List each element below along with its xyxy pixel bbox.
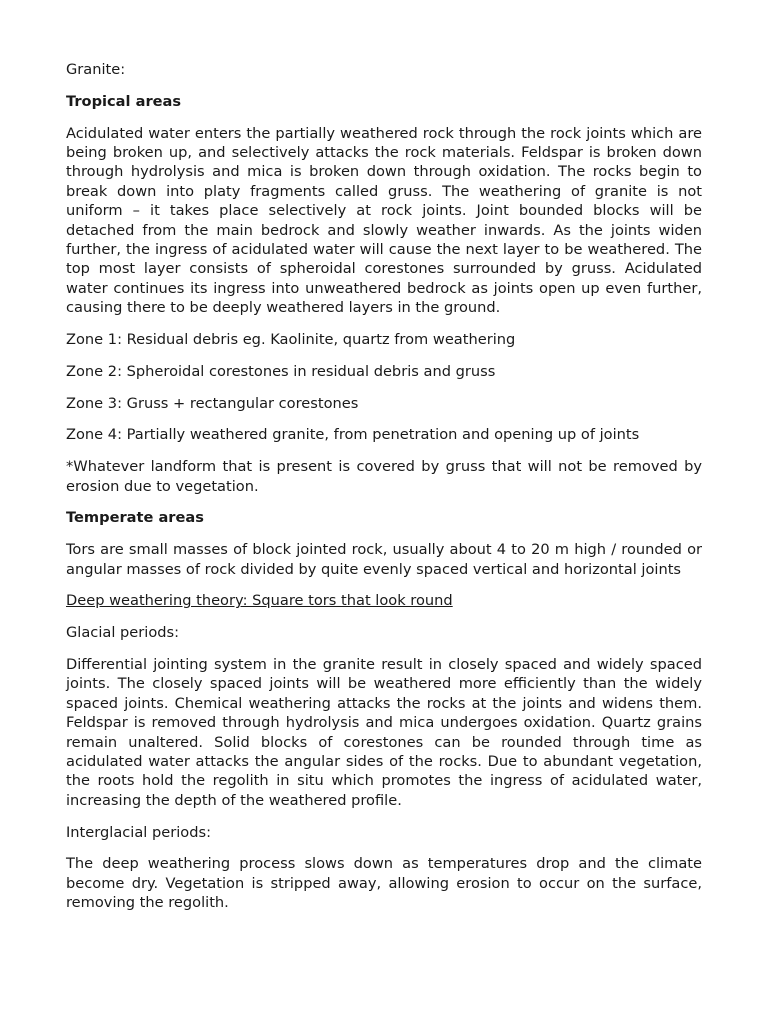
zone-item: Zone 4: Partially weathered granite, from penetration and opening up of joints xyxy=(66,426,640,444)
interglacial-label: Interglacial periods: xyxy=(66,823,211,841)
glacial-label: Glacial periods: xyxy=(66,624,180,642)
section-heading-tropical: Tropical areas xyxy=(66,92,182,110)
interglacial-paragraph: The deep weathering process slows down as temperatures drop and the climate become dry. Vegetation is stripped away, allowing erosion to occur on the surface, removing the regolith. xyxy=(66,855,702,912)
document-page xyxy=(66,60,702,925)
zone-item: Zone 1: Residual debris eg. Kaolinite, quartz from weathering xyxy=(66,331,516,349)
zone-item: Zone 2: Spheroidal corestones in residual debris and gruss xyxy=(66,362,496,380)
section-heading-temperate: Temperate areas xyxy=(66,509,204,527)
temperate-paragraph: Tors are small masses of block jointed rock, usually about 4 to 20 m high / rounded or angular masses of rock divided by quite evenly spaced vertical and horizontal joints xyxy=(66,541,702,578)
tropical-paragraph: Acidulated water enters the partially weathered rock through the rock joints which are being broken up, and selectively attacks the rock materials. Feldspar is broken down through hydrolysis and mica is broken down through oxidation. The rocks begin to break down into platy fragments called gruss. The weathering of granite is not uniform – it takes place selectively at rock joints. Joint bounded blocks will be detached from the main bedrock and slowly weather inwards. As the joints widen further, the ingress of acidulated water will cause the next layer to be weathered. The top most layer consists of spheroidal corestones surrounded by gruss. Acidulated water continues its ingress into unweathered bedrock as joints open up even further, causing there to be deeply weathered layers in the ground. xyxy=(66,124,702,317)
theory-subheading: Deep weathering theory: Square tors that look round xyxy=(66,592,453,610)
glacial-paragraph: Differential jointing system in the granite result in closely spaced and widely spaced joints. The closely spaced joints will be weathered more efficiently than the widely spaced joints. Chemical weathering attacks the rocks at the joints and widens them. Feldspar is removed through hydrolysis and mica undergoes oxidation. Quartz grains remain unaltered. Solid blocks of corestones can be rounded through time as acidulated water attacks the angular sides of the rocks. Due to abundant vegetation, the roots hold the regolith in situ which promotes the ingress of acidulated water, increasing the depth of the weathered profile. xyxy=(66,656,702,809)
document-title: Granite: xyxy=(66,61,126,78)
vegetation-note: *Whatever landform that is present is covered by gruss that will not be removed by erosion due to vegetation. xyxy=(66,458,702,495)
zone-item: Zone 3: Gruss + rectangular corestones xyxy=(66,394,359,412)
